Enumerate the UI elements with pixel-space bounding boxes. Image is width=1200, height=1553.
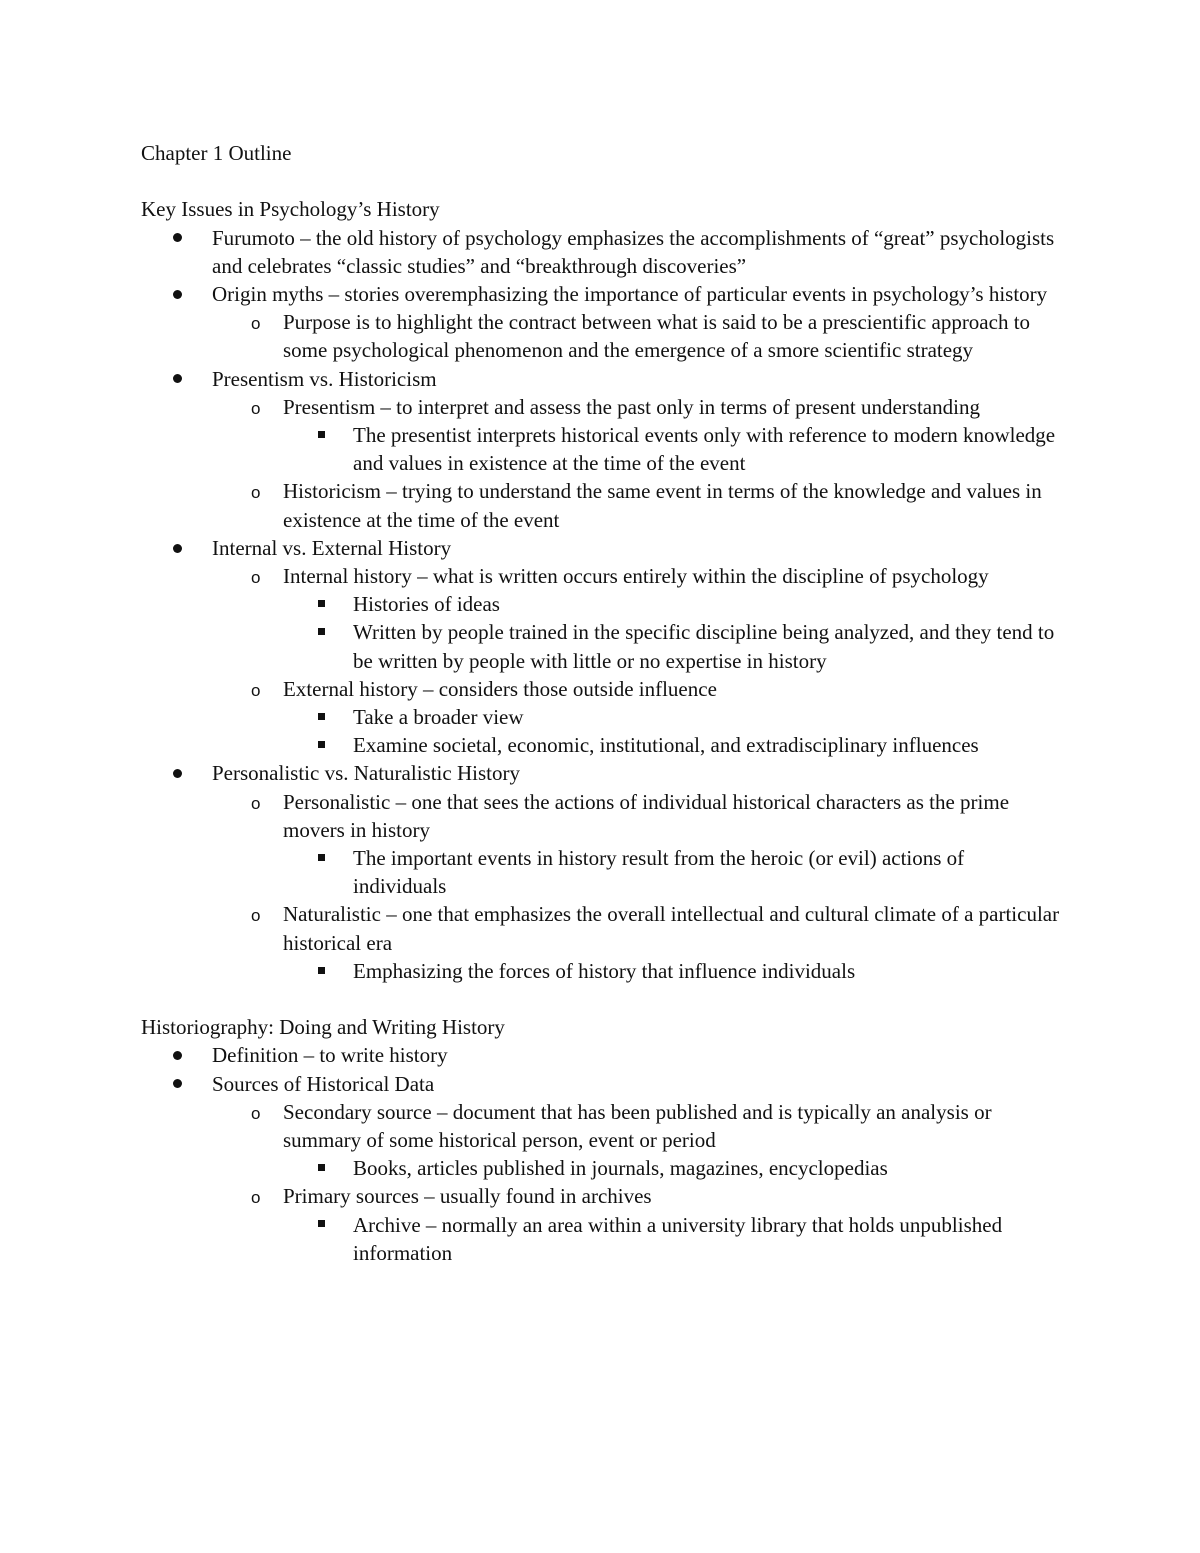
sub-sub-list-item-text: Histories of ideas <box>353 592 500 617</box>
square-bullet-icon <box>318 1220 325 1227</box>
hollow-bullet-icon: o <box>251 793 261 813</box>
list-item <box>141 759 1061 787</box>
sub-sub-list-item <box>141 421 1061 477</box>
bullet-marker <box>173 1041 182 1069</box>
list-item-text: Internal vs. External History <box>212 535 452 560</box>
sub-list-item-text: Presentism – to interpret and assess the past only in terms of present understanding <box>283 394 980 419</box>
list-item <box>141 1070 1061 1098</box>
hollow-bullet-icon: o <box>251 568 261 588</box>
bullet-list <box>141 224 1061 985</box>
bullet-marker <box>251 562 260 592</box>
bullet-marker <box>173 365 182 393</box>
filled-bullet-icon <box>173 1051 182 1060</box>
sub-sub-list-item <box>141 844 1061 900</box>
filled-bullet-icon <box>173 290 182 299</box>
bullet-marker <box>251 788 260 818</box>
list-item <box>141 365 1061 393</box>
outline-sections <box>141 195 1061 1267</box>
sub-list-item <box>141 788 1061 844</box>
bullet-marker <box>251 1098 260 1128</box>
sub-list-item <box>141 562 1061 590</box>
bullet-marker <box>173 534 182 562</box>
sub-sub-list-item <box>141 731 1061 759</box>
bullet-marker <box>318 421 325 449</box>
sub-list-item-text: Naturalistic – one that emphasizes the overall intellectual and cultural climate of a particular historical era <box>283 902 1060 955</box>
bullet-marker <box>173 224 182 252</box>
bullet-marker <box>318 1211 325 1239</box>
list-item-text: Definition – to write history <box>212 1043 448 1068</box>
sub-sub-list-item-text: The presentist interprets historical events only with reference to modern knowledge and values in existence at the time of the event <box>353 423 1056 476</box>
list-item-text: Furumoto – the old history of psychology emphasizes the accomplishments of “great” psychologists and celebrates “classic studies” and “breakthrough discoveries” <box>212 225 1055 278</box>
list-item <box>141 1041 1061 1069</box>
bullet-marker <box>318 957 325 985</box>
bullet-marker <box>251 1182 260 1212</box>
sub-sub-list-item-text: Archive – normally an area within a university library that holds unpublished information <box>353 1212 1003 1265</box>
sub-sub-list-item-text: Books, articles published in journals, magazines, encyclopedias <box>353 1156 888 1181</box>
hollow-bullet-icon: o <box>251 1103 261 1123</box>
hollow-bullet-icon: o <box>251 1188 261 1208</box>
sub-sub-list-item <box>141 1211 1061 1267</box>
sub-list-item-text: Personalistic – one that sees the actions of individual historical characters as the prime movers in history <box>283 789 1010 842</box>
sub-list-item-text: Secondary source – document that has been published and is typically an analysis or summary of some historical person, event or period <box>283 1099 992 1153</box>
list-item <box>141 224 1061 280</box>
sub-list-item <box>141 477 1061 533</box>
sub-sub-list-item-text: Emphasizing the forces of history that influence individuals <box>353 958 856 983</box>
sub-sub-list-item-text: Written by people trained in the specific discipline being analyzed, and they tend to be written by people with little or no expertise in history <box>353 620 1055 673</box>
document-page <box>141 139 1061 1267</box>
bullet-marker <box>318 844 325 872</box>
sub-sub-list-item <box>141 957 1061 985</box>
square-bullet-icon <box>318 600 325 607</box>
filled-bullet-icon <box>173 544 182 553</box>
hollow-bullet-icon: o <box>251 398 261 418</box>
bullet-marker <box>251 308 260 338</box>
list-item-text: Presentism vs. Historicism <box>212 366 437 391</box>
bullet-marker <box>251 477 260 507</box>
sub-list-item-text: Primary sources – usually found in archives <box>283 1184 652 1209</box>
sub-list-item-text: External history – considers those outside influence <box>283 676 717 701</box>
list-item <box>141 280 1061 308</box>
section-heading: Key Issues in Psychology’s History <box>141 197 440 222</box>
sub-sub-list-item-text: Take a broader view <box>353 705 524 730</box>
list-item <box>141 534 1061 562</box>
bullet-marker <box>173 280 182 308</box>
sub-sub-list-item <box>141 1154 1061 1182</box>
sub-sub-list-item <box>141 703 1061 731</box>
sub-sub-list-item <box>141 618 1061 674</box>
filled-bullet-icon <box>173 769 182 778</box>
square-bullet-icon <box>318 431 325 438</box>
sub-list-item-text: Historicism – trying to understand the same event in terms of the knowledge and values in existence at the time of the event <box>283 479 1042 532</box>
sub-list-item-text: Purpose is to highlight the contract between what is said to be a prescientific approach to some psychological phenomenon and the emergence of a smore scientific strategy <box>283 310 1031 363</box>
bullet-list <box>141 1041 1061 1267</box>
bullet-marker <box>173 1070 182 1098</box>
sub-list-item-text: Internal history – what is written occurs entirely within the discipline of psychology <box>283 564 989 589</box>
square-bullet-icon <box>318 713 325 720</box>
bullet-marker <box>318 731 325 759</box>
hollow-bullet-icon: o <box>251 680 261 700</box>
section-spacer <box>141 985 1061 1013</box>
square-bullet-icon <box>318 854 325 861</box>
document-title: Chapter 1 Outline <box>141 141 292 165</box>
sub-list-item <box>141 900 1061 956</box>
bullet-marker <box>318 618 325 646</box>
square-bullet-icon <box>318 1164 325 1171</box>
sub-list-item <box>141 308 1061 364</box>
square-bullet-icon <box>318 628 325 635</box>
bullet-marker <box>318 590 325 618</box>
filled-bullet-icon <box>173 374 182 383</box>
hollow-bullet-icon: o <box>251 906 261 926</box>
sub-sub-list-item <box>141 590 1061 618</box>
filled-bullet-icon <box>173 1079 182 1088</box>
sub-list-item <box>141 675 1061 703</box>
sub-list-item <box>141 1182 1061 1210</box>
sub-sub-list-item-text: Examine societal, economic, institutional, and extradisciplinary influences <box>353 733 979 758</box>
bullet-marker <box>318 1154 325 1182</box>
sub-list-item <box>141 1098 1061 1154</box>
bullet-marker <box>251 900 260 930</box>
square-bullet-icon <box>318 741 325 748</box>
hollow-bullet-icon: o <box>251 483 261 503</box>
filled-bullet-icon <box>173 233 182 242</box>
square-bullet-icon <box>318 967 325 974</box>
bullet-marker <box>173 759 182 787</box>
bullet-marker <box>251 675 260 705</box>
section-heading: Historiography: Doing and Writing History <box>141 1015 505 1040</box>
sub-list-item <box>141 393 1061 421</box>
list-item-text: Origin myths – stories overemphasizing the importance of particular events in psychology’s history <box>212 281 1048 306</box>
bullet-marker <box>251 393 260 423</box>
list-item-text: Personalistic vs. Naturalistic History <box>212 761 520 786</box>
hollow-bullet-icon: o <box>251 314 261 334</box>
sub-sub-list-item-text: The important events in history result from the heroic (or evil) actions of individuals <box>353 846 965 899</box>
bullet-marker <box>318 703 325 731</box>
list-item-text: Sources of Historical Data <box>212 1071 435 1096</box>
